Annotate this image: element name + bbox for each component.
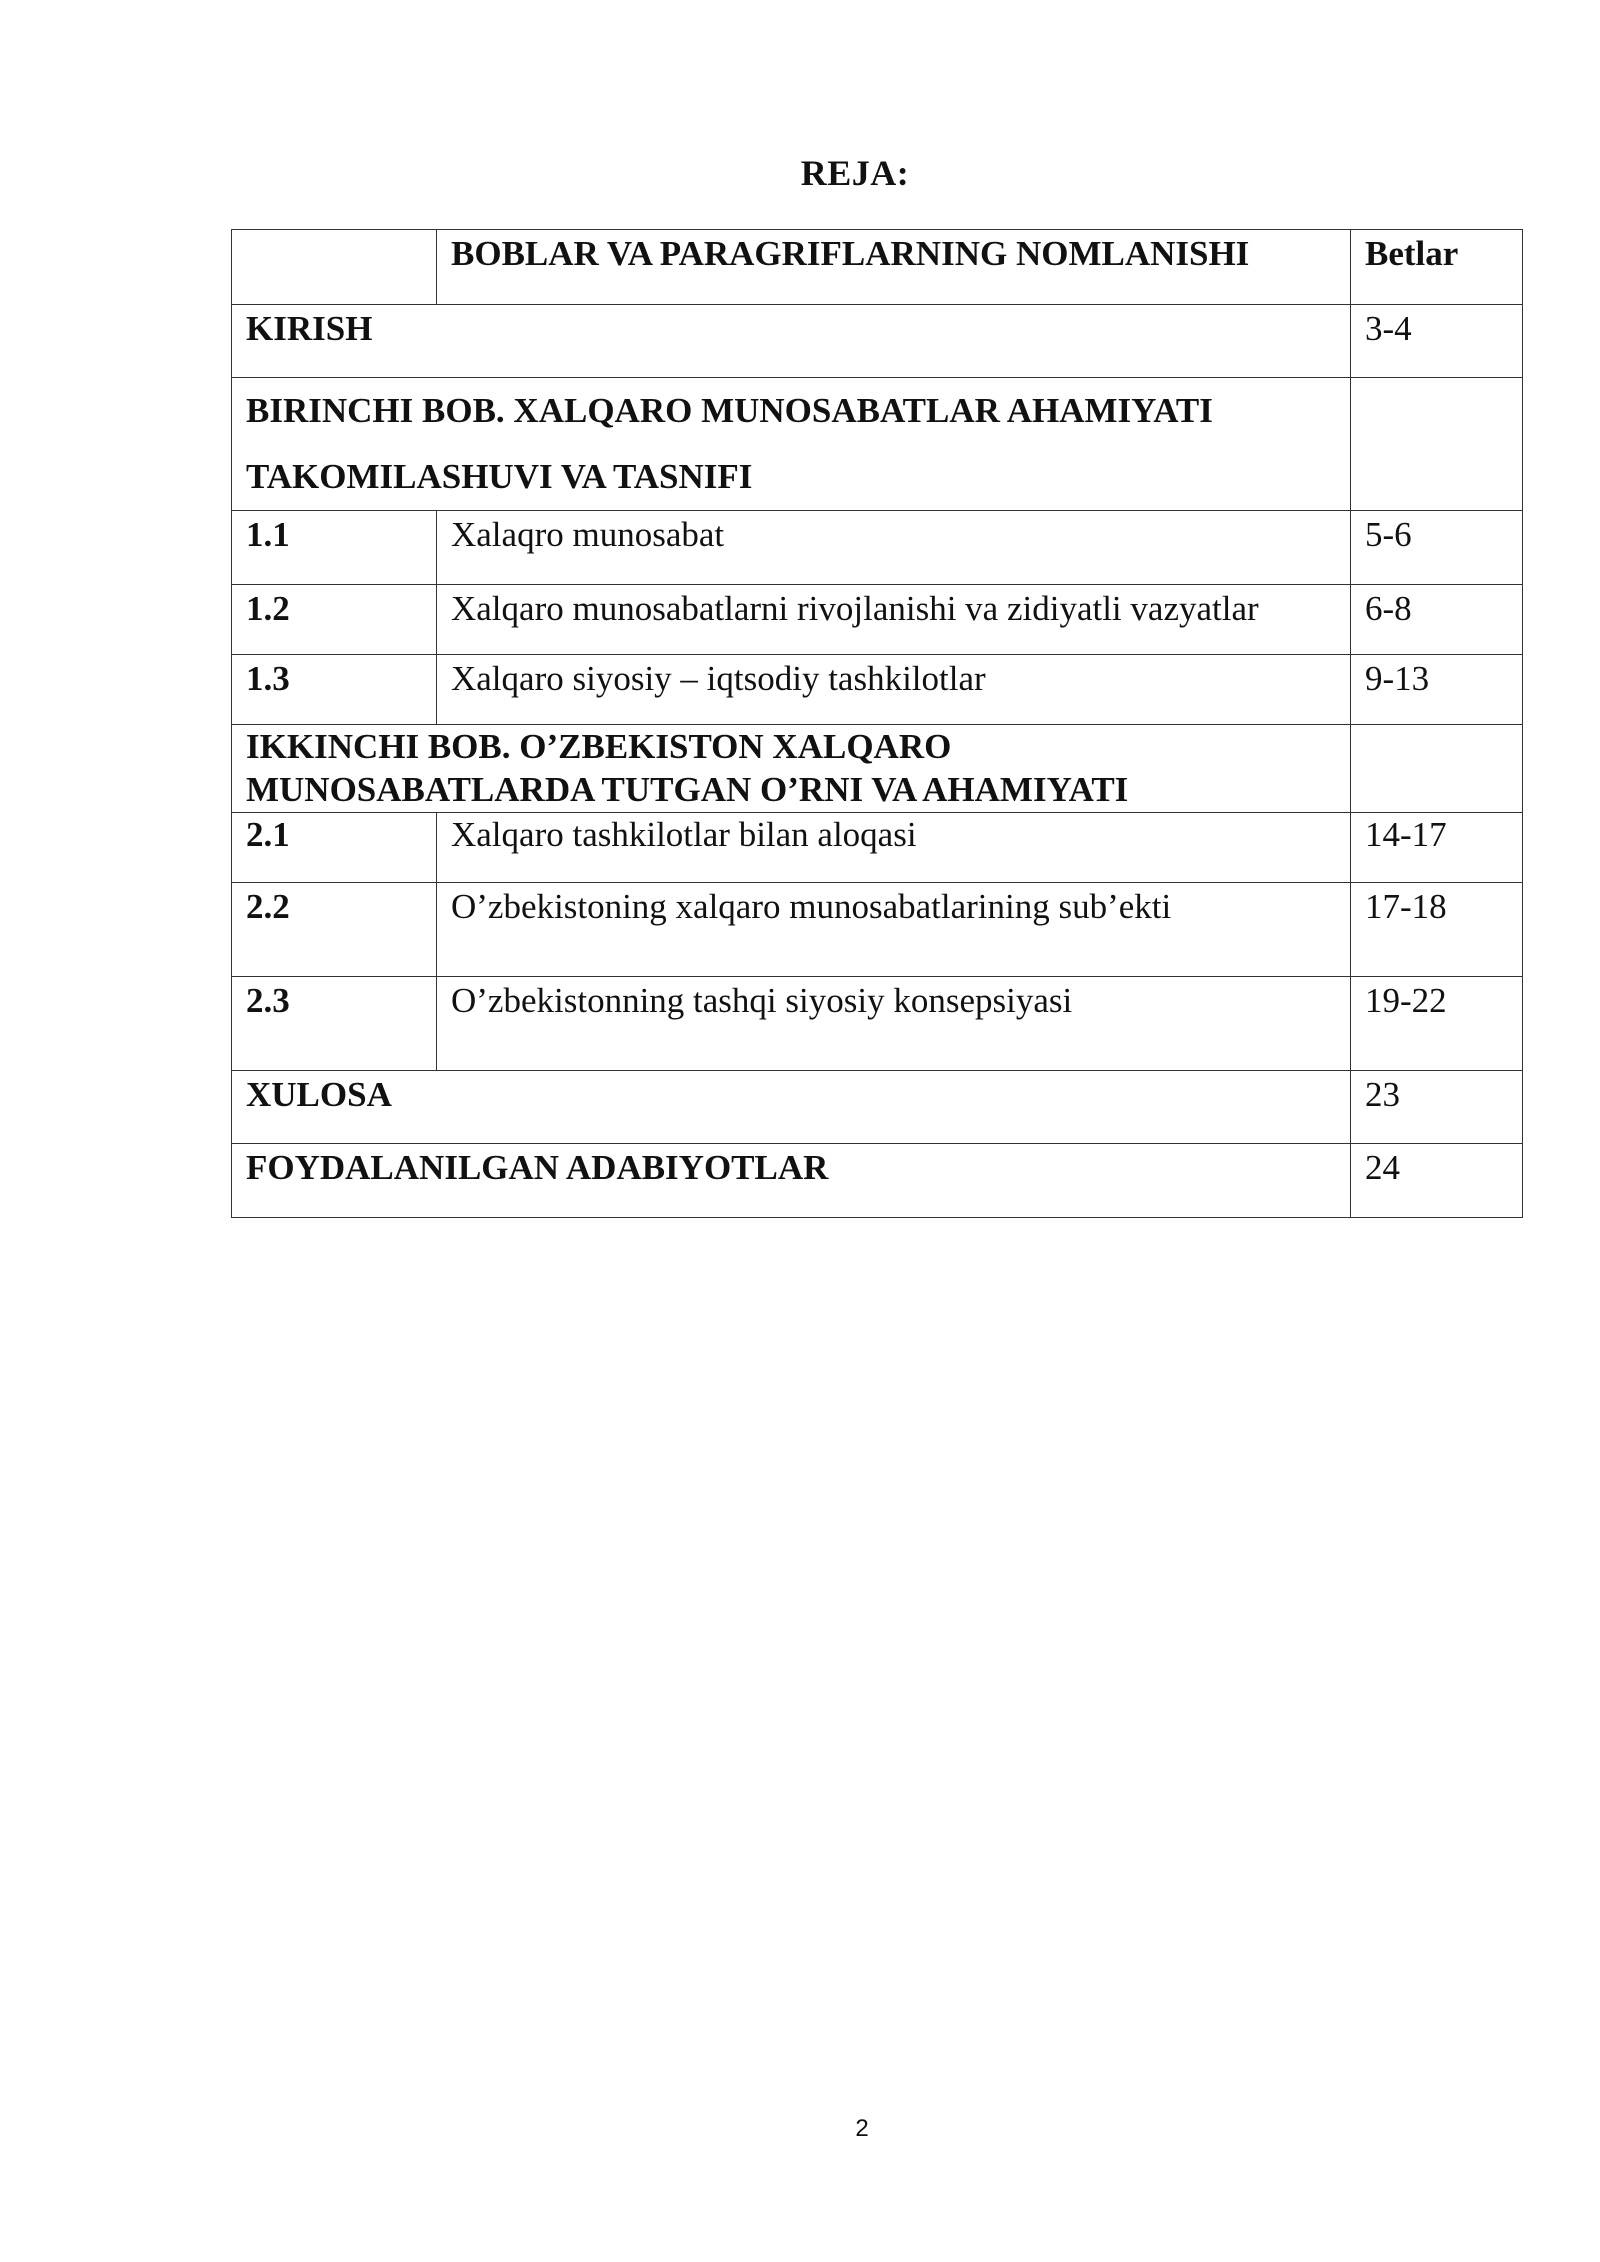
toc-section-num: 1.3 [232,655,437,725]
toc-row-1-3 [232,655,1523,725]
page-title: REJA: [800,153,910,193]
toc-section-pages: 9-13 [1351,655,1523,725]
toc-row-chapter-2 [232,725,1523,813]
toc-header-num [232,230,437,305]
toc-section-name: O’zbekistonning tashqi siyosiy konsepsiyasi [437,977,1351,1071]
page-number: 2 [855,2115,869,2142]
toc-chapter-1-title [232,378,1351,511]
toc-row-2-3 [232,977,1523,1071]
toc-section-pages: 17-18 [1351,883,1523,977]
toc-section-num: 2.2 [232,883,437,977]
toc-chapter-1-pages [1351,378,1523,511]
toc-row-references [232,1144,1523,1218]
toc-section-pages: 6-8 [1351,585,1523,655]
toc-section-pages: 14-17 [1351,813,1523,883]
toc-chapter-2-pages [1351,725,1523,813]
toc-section-num: 1.2 [232,585,437,655]
toc-references-label: FOYDALANILGAN ADABIYOTLAR [232,1144,1351,1218]
toc-section-name: O’zbekistoning xalqaro munosabatlarining sub’ekti [437,883,1351,977]
toc-chapter-1-line-1: BIRINCHI BOB. XALQARO MUNOSABATLAR AHAMIYATI [246,391,1213,430]
toc-row-chapter-1 [232,378,1523,511]
toc-section-name: Xalqaro munosabatlarni rivojlanishi va zidiyatli vazyatlar [437,585,1351,655]
toc-row-2-1 [232,813,1523,883]
toc-chapter-2-title [232,725,1351,813]
table-of-contents [231,229,1523,1218]
toc-section-num: 2.1 [232,813,437,883]
toc-chapter-2-line-2: MUNOSABATLARDA TUTGAN O’RNI VA AHAMIYATI [246,770,1129,809]
toc-chapter-2-line-1: IKKINCHI BOB. O’ZBEKISTON XALQARO [246,727,952,766]
toc-row-intro [232,305,1523,378]
toc-section-name: Xalaqro munosabat [437,511,1351,585]
toc-conclusion-label: XULOSA [232,1071,1351,1144]
toc-conclusion-pages: 23 [1351,1071,1523,1144]
toc-chapter-1-line-2: TAKOMILASHUVI VA TASNIFI [246,457,753,496]
toc-section-name: Xalqaro tashkilotlar bilan aloqasi [437,813,1351,883]
toc-section-num: 2.3 [232,977,437,1071]
toc-header-name: BOBLAR VA PARAGRIFLARNING NOMLANISHI [437,230,1351,305]
toc-intro-pages: 3-4 [1351,305,1523,378]
toc-row-1-1 [232,511,1523,585]
toc-header-row [232,230,1523,305]
toc-row-1-2 [232,585,1523,655]
toc-section-pages: 19-22 [1351,977,1523,1071]
toc-header-pages: Betlar [1351,230,1523,305]
toc-row-conclusion [232,1071,1523,1144]
toc-section-pages: 5-6 [1351,511,1523,585]
toc-references-pages: 24 [1351,1144,1523,1218]
toc-section-name: Xalqaro siyosiy – iqtsodiy tashkilotlar [437,655,1351,725]
toc-section-num: 1.1 [232,511,437,585]
toc-intro-label: KIRISH [232,305,1351,378]
toc-row-2-2 [232,883,1523,977]
